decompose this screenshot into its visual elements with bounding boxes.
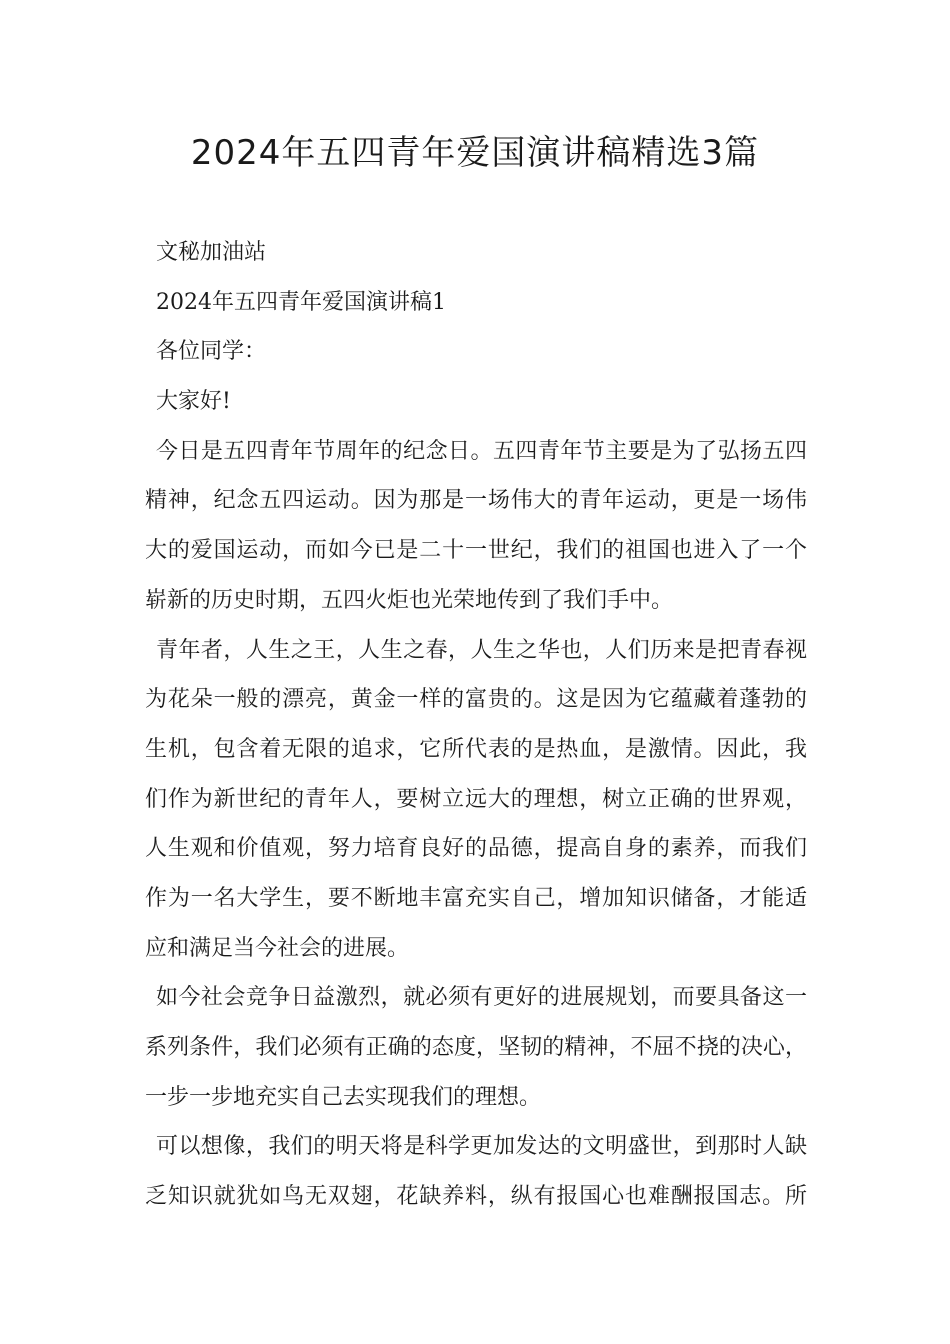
section-heading: 2024年五四青年爱国演讲稿1 [156,289,446,315]
document-body [145,228,807,1222]
greeting: 大家好! [156,389,231,415]
paragraph-line: 大的爱国运动，而如今已是二十一世纪，我们的祖国也进入了一个 [145,538,807,564]
paragraph-line: 系列条件，我们必须有正确的态度，坚韧的精神，不屈不挠的决心， [145,1035,807,1060]
paragraph-line: 青年者，人生之王，人生之春，人生之华也，人们历来是把青春视 [156,637,807,663]
paragraph-line: 乏知识就犹如鸟无双翅，花缺养料，纵有报国心也难酬报国志。所 [145,1184,807,1210]
paragraph-line: 一步一步地充实自己去实现我们的理想。 [145,1084,542,1110]
paragraph-line: 今日是五四青年节周年的纪念日。五四青年节主要是为了弘扬五四 [156,438,807,464]
salutation: 各位同学： [156,339,267,365]
paragraph-line: 作为一名大学生，要不断地丰富充实自己，增加知识储备，才能适 [145,885,807,911]
source-line: 文秘加油站 [156,240,267,265]
document-title: 2024年五四青年爱国演讲稿精选3篇 [190,133,760,173]
paragraph-line: 为花朵一般的漂亮，黄金一样的富贵的。这是因为它蕴藏着蓬勃的 [145,687,807,713]
paragraph-line: 精神，纪念五四运动。因为那是一场伟大的青年运动，更是一场伟 [145,488,807,514]
paragraph-line: 如今社会竞争日益激烈，就必须有更好的进展规划，而要具备这一 [156,985,807,1011]
paragraph-line: 生机，包含着无限的追求，它所代表的是热血，是激情。因此，我 [145,736,807,762]
paragraph-line: 可以想像，我们的明天将是科学更加发达的文明盛世，到那时人缺 [156,1134,807,1160]
paragraph-line: 人生观和价值观，努力培育良好的品德，提高自身的素养，而我们 [145,836,807,862]
paragraph-line: 应和满足当今社会的进展。 [145,935,410,961]
paragraph-line: 崭新的历史时期，五四火炬也光荣地传到了我们手中。 [145,587,674,613]
paragraph-line: 们作为新世纪的青年人，要树立远大的理想，树立正确的世界观， [145,786,807,812]
